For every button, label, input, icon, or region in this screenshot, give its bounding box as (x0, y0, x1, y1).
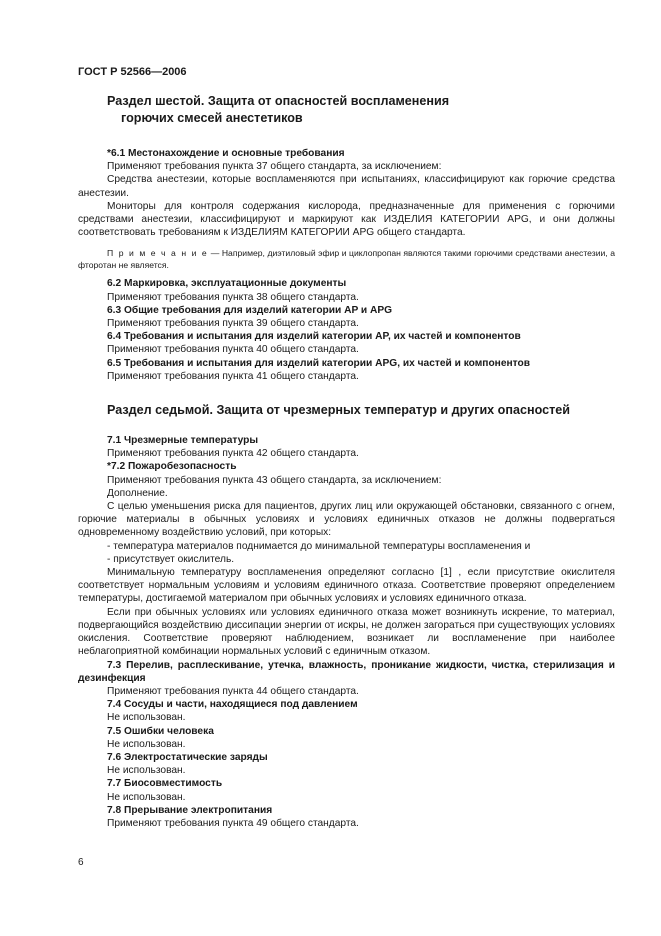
clause-6-4-text: Применяют требования пункта 40 общего стандарта. (107, 344, 359, 356)
clause-7-6-title: 7.6 Электростатические заряды (107, 751, 268, 763)
clause-7-5-title: 7.5 Ошибки человека (107, 725, 214, 737)
clause-6-3-title: 6.3 Общие требования для изделий категории AP и APG (107, 304, 393, 316)
list-item: - присутствует окислитель. (107, 553, 235, 565)
clause-6-1-paragraph: Мониторы для контроля содержания кислорода, предназначенные для применения с горючими средствами анестезии, классифицируют и маркируют как ИЗДЕЛИЯ КАТЕГОРИИ APG, и они должны соответствовать требованиям к ИЗДЕЛИЯМ КАТЕГОРИИ APG общего стандарта. (78, 200, 615, 239)
section-6-heading-line1: Раздел шестой. Защита от опасностей воспламенения (107, 94, 450, 108)
clause-7-1-title: 7.1 Чрезмерные температуры (107, 435, 259, 447)
clause-6-5-text: Применяют требования пункта 41 общего стандарта. (107, 370, 359, 382)
clause-7-5-text: Не использован. (107, 738, 186, 750)
clause-7-3-text: Применяют требования пункта 44 общего стандарта. (107, 685, 359, 697)
clause-7-3-title: 7.3 Перелив, расплескивание, утечка, влажность, проникание жидкости, чистка, стерилизация и дезинфекция (78, 659, 615, 684)
clause-7-6-text: Не использован. (107, 765, 186, 777)
clause-7-7-text: Не использован. (107, 791, 186, 803)
clause-7-2-title: *7.2 Пожаробезопасность (107, 461, 237, 473)
clause-7-8-text: Применяют требования пункта 49 общего стандарта. (107, 817, 359, 829)
clause-7-2-paragraph: Если при обычных условиях или условиях единичного отказа может возникнуть искрение, то материал, подвергающийся воздействию диссипации энергии от искры, не должен загораться при существующих условиях окисления. Соответствие проверяют наблюдением, возникает ли воспламенение при наиболее неблагоприятной комбинации нормальных условий с единичным отказом. (78, 606, 615, 658)
clause-7-2-paragraph: Минимальную температуру воспламенения определяют согласно [1] , если присутствие окислителя соответствует нормальным условиям и условиям единичного отказа. Соответствие проверяют определением температуры, достигаемой материалом при обычных условиях и условиях единичного отказа. (78, 567, 615, 605)
clause-6-2-text: Применяют требования пункта 38 общего стандарта. (107, 291, 359, 303)
note (78, 247, 615, 271)
clause-7-2-text: Применяют требования пункта 43 общего стандарта, за исключением: (107, 474, 442, 486)
clause-6-1-paragraph: Средства анестезии, которые воспламеняются при испытаниях, классифицируют как горючие средства анестезии. (78, 174, 615, 199)
document-body (78, 93, 615, 830)
clause-7-1-text: Применяют требования пункта 42 общего стандарта. (107, 448, 359, 460)
page-number: 6 (78, 857, 84, 868)
clause-6-1-text: Применяют требования пункта 37 общего стандарта, за исключением: (107, 161, 442, 173)
clause-6-1-title: *6.1 Местонахождение и основные требования (107, 148, 345, 159)
clause-6-4-title: 6.4 Требования и испытания для изделий категории AP, их частей и компонентов (107, 331, 521, 343)
section-6-heading-line2: горючих смесей анестетиков (121, 111, 303, 125)
note-text: — Например, диэтиловый эфир и циклопропан являются такими горючими средствами анестезии, а фторотан не является. (78, 248, 615, 271)
document-header: ГОСТ Р 52566—2006 (78, 66, 187, 78)
clause-7-7-title: 7.7 Биосовместимость (107, 778, 223, 790)
clause-6-3-text: Применяют требования пункта 39 общего стандарта. (107, 318, 359, 330)
clause-7-8-title: 7.8 Прерывание электропитания (107, 804, 273, 816)
section-7-heading: Раздел седьмой. Защита от чрезмерных температур и других опасностей (107, 403, 571, 418)
clause-7-4-text: Не использован. (107, 712, 186, 724)
clause-6-2-title: 6.2 Маркировка, эксплуатационные документы (107, 278, 347, 290)
clause-7-2-paragraph: С целью уменьшения риска для пациентов, других лиц или окружающей обстановки, связанного с огнем, горючие материалы в обычных условиях и условиях единичных отказов не должны подвергаться одновременному воздействию условий, при которых: (78, 501, 615, 539)
section-6-heading (78, 93, 615, 127)
clause-7-2-addition: Дополнение. (107, 487, 168, 499)
note-label: П р и м е ч а н и е (107, 248, 209, 259)
clause-6-5-title: 6.5 Требования и испытания для изделий категории APG, их частей и компонентов (107, 357, 530, 369)
list-item: - температура материалов поднимается до минимальной температуры воспламенения и (107, 540, 531, 552)
clause-7-4-title: 7.4 Сосуды и части, находящиеся под давлением (107, 699, 358, 711)
